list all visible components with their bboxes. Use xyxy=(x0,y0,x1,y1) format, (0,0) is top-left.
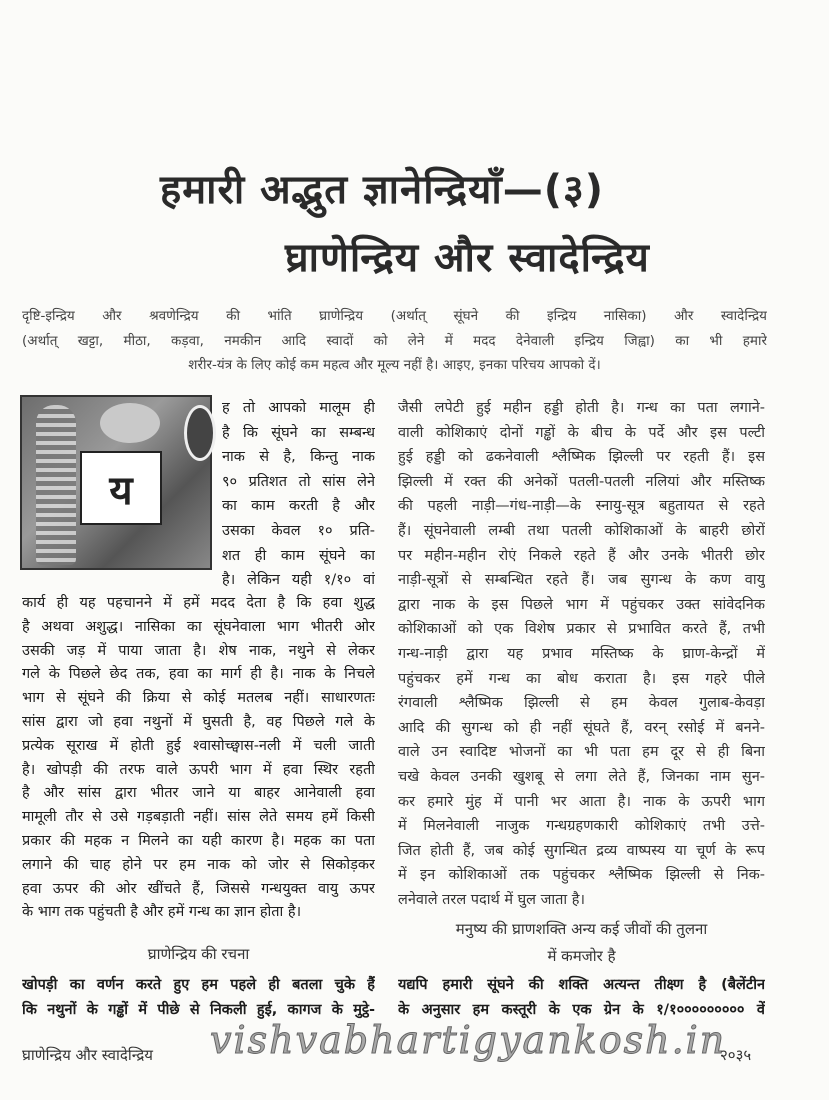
text-line: प्रकार की महक न मिलने का यही कारण है। महक का पता xyxy=(22,832,375,849)
intro-line: (अर्थात् खट्टा, मीठा, कड़वा, नमकीन आदि स्वादों को लेने में मदद देनेवाली इन्द्रिय जिह्वा) का भी हमारे xyxy=(22,332,767,349)
text-line: भाग से सूंघने की क्रिया से कोई मतलब नहीं। साधारणतः xyxy=(22,690,375,707)
text-line: में इन कोशिकाओं तक पहुंचकर श्लैष्मिक झिल्ली से निक- xyxy=(398,867,765,884)
text-line: आदि की सुगन्ध को ही नहीं सूंघते हैं, वरन् रसोई में बनने- xyxy=(398,719,765,736)
text-line: है अथवा अशुद्ध। नासिका का सूंघनेवाला भाग भीतरी ओर xyxy=(22,618,375,635)
text-line: हुई हड्डी को ढकनेवाली श्लैष्मिक झिल्ली पर रहती हैं। इस xyxy=(398,449,765,466)
text-line: चखे केवल उनकी खुशबू से लगा लेते हैं, जिनका नाम सुन- xyxy=(398,768,765,785)
text-line: ९० प्रतिशत तो सांस लेने xyxy=(222,473,375,490)
drop-cap-letter: य xyxy=(80,451,162,525)
text-line: है। खोपड़ी की तरफ वाले ऊपरी भाग में हवा स्थिर रहती xyxy=(22,761,375,778)
text-line: कार्य ही यह पहचानने में हमें मदद देता है कि हवा शुद्ध xyxy=(22,595,375,611)
text-line: पहुंचकर हमें गन्ध का बोध कराता है। इस गहरे पीले xyxy=(398,670,765,687)
text-line: नाड़ी-सूत्रों से सम्बन्धित रहते हैं। जब सुगन्ध के कण वायु xyxy=(398,572,765,589)
text-line: लगाने की चाह होने पर हम नाक को जोर से सिकोड़कर xyxy=(22,856,375,873)
text-line: कर हमारे मुंह में पानी भर आता है। नाक के ऊपरी भाग xyxy=(398,793,765,810)
text-line: गन्ध-नाड़ी द्वारा यह प्रभाव मस्तिष्क के घ्राण-केन्द्रों में xyxy=(398,645,765,662)
left-paragraph-bottom xyxy=(22,973,375,1022)
text-line: जित होती हैं, जब कोई सुगन्धित द्रव्य वाष्पस्य या चूर्ण के रूप xyxy=(398,842,765,859)
text-line: है कि सूंघने का सम्बन्ध xyxy=(222,424,375,441)
left-column-text xyxy=(22,592,375,925)
text-line: नाक से है, किन्तु नाक xyxy=(222,449,375,466)
text-line: शत ही काम सूंघने का xyxy=(222,547,375,564)
text-line: कि नथुनों के गड्ढों में पीछे से निकली हुई, कागज के मुट्ठे- xyxy=(22,1001,375,1018)
skeleton-illustration xyxy=(36,405,76,565)
text-line: द्वारा नाक के इस पिछले भाग में पहुंचकर उक्त सांवेदनिक xyxy=(398,596,765,613)
heading-line: में कमजोर है xyxy=(547,947,616,965)
text-line: गले के पिछले छेद तक, हवा का मार्ग ही है। नाक के निचले xyxy=(22,666,375,683)
text-line: के अनुसार हम कस्तूरी के एक ग्रेन के १/१००००००००० वें xyxy=(398,1001,765,1018)
text-line: झिल्ली में रक्त की अनेकों पतली-पतली नलियां और मस्तिष्क xyxy=(398,473,765,490)
brain-illustration xyxy=(100,403,160,443)
text-line: में मिलनेवाली नाजुक गन्धग्रहणकारी कोशिकाएं तभी उत्ते- xyxy=(398,818,765,835)
article-title-line-1: हमारी अद्भुत ज्ञानेन्द्रियाँ—(३) xyxy=(160,167,605,213)
text-line: पर महीन-महीन रोएं निकले रहते हैं और उनके भीतरी छोर xyxy=(398,547,765,564)
text-line: की पहली नाड़ी—गंध-नाड़ी—के स्नायु-सूत्र बहुतायत से रहते xyxy=(398,498,765,515)
section-heading-left: घ्राणेन्द्रिय की रचना xyxy=(147,945,250,963)
text-line: हवा ऊपर की ओर खींचते हैं, जिससे गन्धयुक्त वायु ऊपर xyxy=(22,880,375,897)
text-line: वाली कोशिकाएं दोनों गड्ढों के बीच के पर्दे और इस पल्टी xyxy=(398,424,765,441)
text-line: के भाग तक पहुंचती है और हमें गन्ध का ज्ञान होता है। xyxy=(22,904,302,921)
text-line: जैसी लपेटी हुई महीन हड्डी होती है। गन्ध का पता लगाने- xyxy=(398,400,765,416)
text-line: खोपड़ी का वर्णन करते हुए हम पहले ही बतला चुके हैं xyxy=(22,977,375,993)
heading-line: मनुष्य की घ्राणशक्ति अन्य कई जीवों की तुलना xyxy=(455,920,708,938)
right-paragraph-bottom xyxy=(398,973,765,1022)
article-title-line-2: घ्राणेन्द्रिय और स्वादेन्द्रिय xyxy=(285,235,650,281)
text-line: मामूली तौर से उसे गड़बड़ाती नहीं। सांस लेते समय हमें किसी xyxy=(22,809,375,826)
illustration-drop-cap xyxy=(20,395,212,570)
text-line: है। लेकिन यही १/१० वां xyxy=(222,572,375,589)
intro-line: शरीर-यंत्र के लिए कोई कम महत्व और मूल्य नहीं है। आइए, इनका परिचय आपको दें। xyxy=(188,357,601,374)
intro-paragraph xyxy=(22,306,767,380)
text-line: कोशिकाओं को एक विशेष प्रकार से प्रभावित करते हैं, तभी xyxy=(398,621,765,638)
text-line: उसकी जड़ में पाया जाता है। शेष नाक, नथुने से लेकर xyxy=(22,642,375,659)
page-number: २०३५ xyxy=(720,1046,752,1064)
text-line: ह तो आपको मालूम ही xyxy=(222,400,375,416)
text-line: लनेवाले तरल पदार्थ में घुल जाता है। xyxy=(398,891,585,908)
text-line: वाले उन स्वादिष्ट भोजनों का भी पता हम दूर से ही बिना xyxy=(398,744,765,761)
text-line: का काम करती है और xyxy=(222,498,375,515)
right-column-text xyxy=(398,396,765,912)
watermark: vishvabhartigyankosh.in xyxy=(210,1018,727,1062)
text-line: उसका केवल १० प्रति- xyxy=(222,522,375,539)
text-line: प्रत्येक सूराख में होती हुई श्वासोच्छ्वास-नली में चली जाती xyxy=(22,737,375,754)
intro-line: दृष्टि-इन्द्रिय और श्रवणेन्द्रिय की भांति घ्राणेन्द्रिय (अर्थात् सूंघने की इन्द्रिय नासिका) और स्वादेन्द्रिय xyxy=(22,308,767,324)
text-line: रंगवाली श्लैष्मिक झिल्ली से हम केवल गुलाब-केवड़ा xyxy=(398,695,765,712)
left-column-wrap-text xyxy=(222,396,375,593)
text-line: यद्यपि हमारी सूंघने की शक्ति अत्यन्त तीक्ष्ण है (बैलेंटीन xyxy=(398,977,765,993)
section-heading-right xyxy=(398,916,765,970)
text-line: है और सांस द्वारा भीतर जाने या बाहर आनेवाली हवा xyxy=(22,785,375,802)
running-footer-title: घ्राणेन्द्रिय और स्वादेन्द्रिय xyxy=(22,1046,154,1064)
embryo-illustration xyxy=(184,405,216,461)
text-line: सांस द्वारा जो हवा नथुनों में घुसती है, वह पिछले गले के xyxy=(22,713,375,730)
text-line: हैं। सूंघनेवाली लम्बी तथा पतली कोशिकाओं के बाहरी छोरों xyxy=(398,522,765,539)
